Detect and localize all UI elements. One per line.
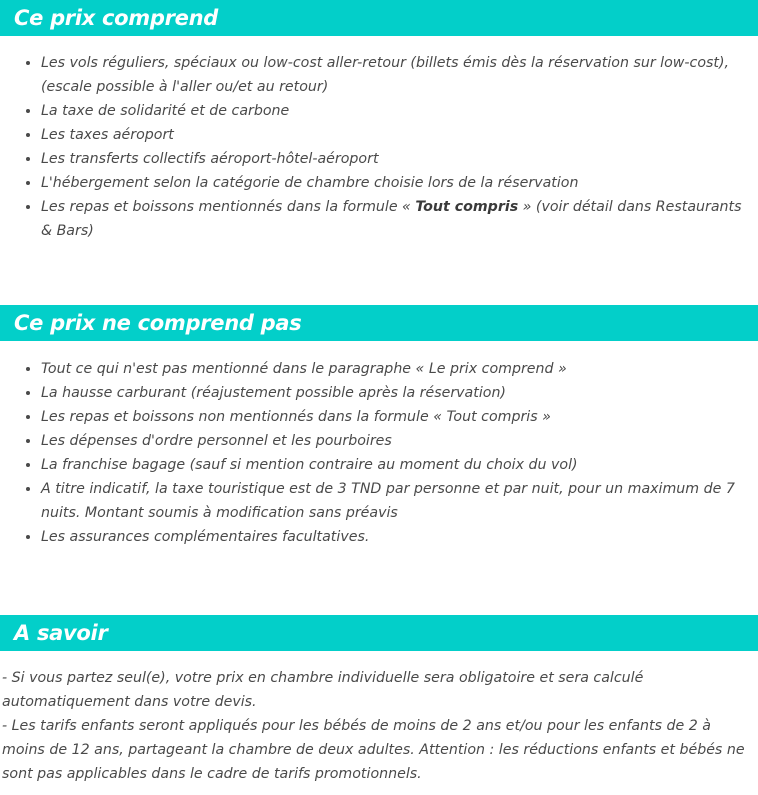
bullet-dot-icon xyxy=(26,367,30,371)
list-item-text: L'hébergement selon la catégorie de chambre choisie lors de la réservation xyxy=(41,175,579,191)
section-header-not-included xyxy=(0,305,758,341)
list-item-text: La hausse carburant (réajustement possible après la réservation) xyxy=(41,385,506,401)
bullet-dot-icon xyxy=(26,109,30,113)
to-know-paragraph: - Si vous partez seul(e), votre prix en chambre individuelle sera obligatoire et sera calculé automatiquement dans votre devis. xyxy=(2,670,644,710)
list-item-text: Les vols réguliers, spéciaux ou low-cost aller-retour (billets émis dès la réservation sur low-cost), (escale possible à l'aller ou/et au retour) xyxy=(41,55,729,95)
list-item-text-prefix: Les repas et boissons mentionnés dans la formule « xyxy=(41,199,416,215)
bullet-dot-icon xyxy=(26,535,30,539)
bullet-dot-icon xyxy=(26,205,30,209)
list-item xyxy=(0,477,758,525)
section-title-not-included: Ce prix ne comprend pas xyxy=(14,310,302,335)
section-header-to-know xyxy=(0,615,758,651)
list-item xyxy=(0,357,758,381)
bullet-dot-icon xyxy=(26,391,30,395)
meal-plan-emphasis: Tout compris xyxy=(415,199,519,215)
list-item xyxy=(0,51,758,99)
list-item-text: Les dépenses d'ordre personnel et les pourboires xyxy=(41,433,392,449)
list-item-text: Les repas et boissons non mentionnés dans la formule « Tout compris » xyxy=(41,409,551,425)
list-item xyxy=(0,405,758,429)
section-title-included: Ce prix comprend xyxy=(14,5,218,30)
section-spacer xyxy=(0,243,758,305)
list-item-text-suffix: » (voir détail dans Restaurants & Bars) xyxy=(41,199,742,239)
bullet-dot-icon xyxy=(26,487,30,491)
list-item xyxy=(0,99,758,123)
bullet-dot-icon xyxy=(26,415,30,419)
bullet-dot-icon xyxy=(26,61,30,65)
included-list xyxy=(0,36,758,243)
list-item-text: La franchise bagage (sauf si mention contraire au moment du choix du vol) xyxy=(41,457,578,473)
list-item xyxy=(0,147,758,171)
list-item-text: Tout ce qui n'est pas mentionné dans le paragraphe « Le prix comprend » xyxy=(41,361,567,377)
list-item-meal-plan xyxy=(0,195,758,243)
bullet-dot-icon xyxy=(26,439,30,443)
list-item xyxy=(0,381,758,405)
to-know-paragraph: - Les tarifs enfants seront appliqués pour les bébés de moins de 2 ans et/ou pour les enfants de 2 à moins de 12 ans, partageant la chambre de deux adultes. Attention : les réductions enfants et bébés ne sont pas applicables dans le cadre de tarifs promotionnels. xyxy=(2,718,745,782)
bullet-dot-icon xyxy=(26,463,30,467)
section-spacer xyxy=(0,549,758,615)
list-item-text: A titre indicatif, la taxe touristique est de 3 TND par personne et par nuit, pour un maximum de 7 nuits. Montant soumis à modification sans préavis xyxy=(41,481,735,521)
list-item xyxy=(0,525,758,549)
list-item xyxy=(0,171,758,195)
list-item-text: La taxe de solidarité et de carbone xyxy=(41,103,290,119)
list-item-text: Les transferts collectifs aéroport-hôtel-aéroport xyxy=(41,151,379,167)
list-item xyxy=(0,453,758,477)
not-included-list xyxy=(0,341,758,549)
bullet-dot-icon xyxy=(26,133,30,137)
bullet-dot-icon xyxy=(26,181,30,185)
list-item-text: Les taxes aéroport xyxy=(41,127,174,143)
bullet-dot-icon xyxy=(26,157,30,161)
list-item-text: Les assurances complémentaires facultatives. xyxy=(41,529,370,545)
section-title-to-know: A savoir xyxy=(14,620,108,645)
to-know-body xyxy=(0,651,758,786)
list-item xyxy=(0,123,758,147)
section-header-included xyxy=(0,0,758,36)
list-item xyxy=(0,429,758,453)
